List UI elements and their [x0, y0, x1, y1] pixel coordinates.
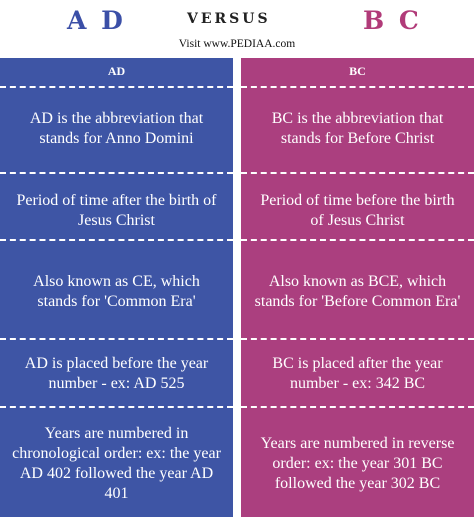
- bc-row-4: BC is placed after the year number - ex: 342 BC: [272, 354, 443, 392]
- bc-row-5: Years are numbered in reverse order: ex: the year 301 BC followed the year 302 BC: [260, 434, 455, 492]
- row-divider: [0, 86, 233, 88]
- row-divider: [241, 86, 474, 88]
- ad-column-header: AD: [107, 64, 126, 78]
- bc-row-2: Period of time before the birth of Jesus Christ: [260, 192, 455, 229]
- ad-title: A D: [67, 6, 126, 35]
- row-divider: [0, 172, 233, 174]
- row-divider: [241, 172, 474, 174]
- visit-site-text: Visit www.PEDIAA.com: [178, 38, 296, 50]
- comparison-table: [0, 58, 474, 517]
- bc-title: B C: [363, 6, 422, 35]
- row-divider: [0, 406, 233, 408]
- row-divider: [0, 338, 233, 340]
- ad-row-2: Period of time after the birth of Jesus Christ: [16, 192, 217, 229]
- versus-label: VERSUS: [187, 11, 271, 27]
- row-divider: [241, 406, 474, 408]
- bc-row-1: BC is the abbreviation that stands for Before Christ: [271, 110, 444, 147]
- ad-row-1: AD is the abbreviation that stands for Anno Domini: [29, 110, 204, 147]
- ad-row-3: Also known as CE, which stands for 'Common Era': [33, 272, 200, 310]
- row-divider: [241, 338, 474, 340]
- ad-row-5: Years are numbered in chronological order: ex: the year AD 402 followed the year AD 401: [12, 424, 221, 502]
- ad-column: [0, 58, 233, 517]
- ad-row-4: AD is placed before the year number - ex: AD 525: [24, 354, 209, 392]
- bc-row-3: Also known as BCE, which stands for 'Before Common Era': [254, 272, 461, 310]
- bc-column-header: BC: [349, 64, 366, 78]
- bc-column: [241, 58, 474, 517]
- infographic-header: [0, 0, 474, 58]
- row-divider: [0, 239, 233, 241]
- row-divider: [241, 239, 474, 241]
